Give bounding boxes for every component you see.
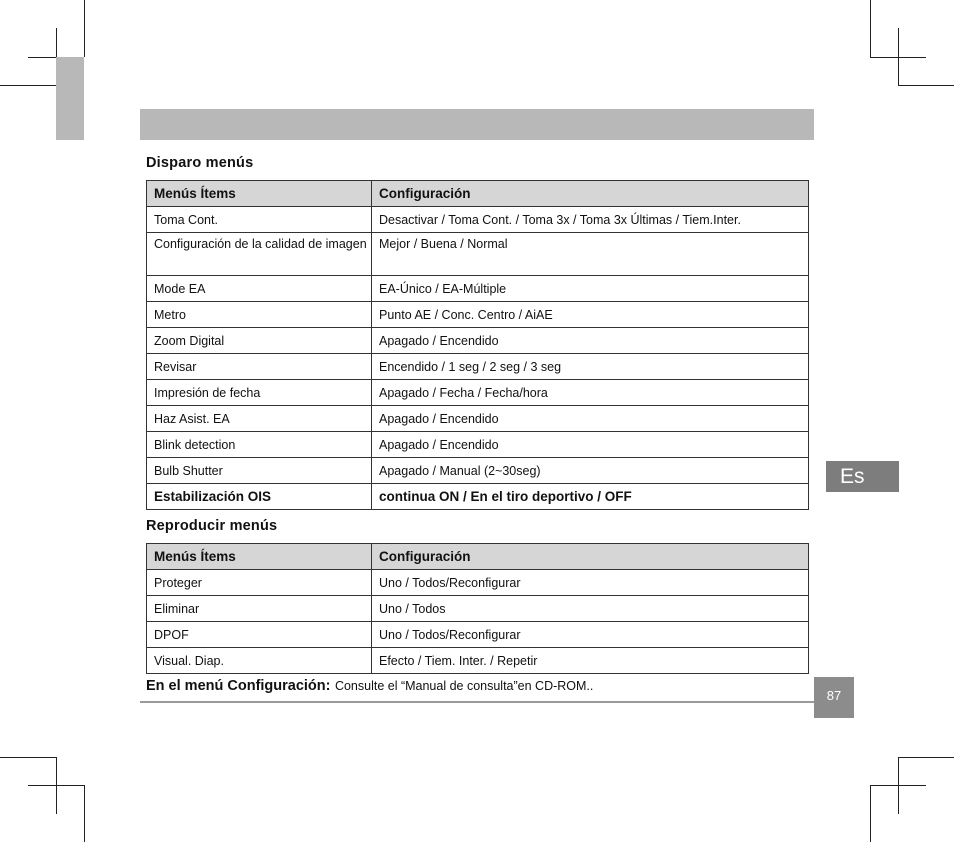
menu-item: Impresión de fecha — [147, 380, 372, 406]
menu-item: Bulb Shutter — [147, 458, 372, 484]
settings-note — [146, 677, 593, 695]
column-header-items: Menús Ítems — [147, 181, 372, 207]
menu-item: Metro — [147, 302, 372, 328]
menu-options: Apagado / Encendido — [372, 406, 809, 432]
table-header-row — [147, 544, 809, 570]
table-row — [147, 380, 809, 406]
menu-options: Punto AE / Conc. Centro / AiAE — [372, 302, 809, 328]
menu-options: EA-Único / EA-Múltiple — [372, 276, 809, 302]
menu-options: Apagado / Encendido — [372, 432, 809, 458]
menu-options: Mejor / Buena / Normal — [372, 233, 809, 276]
menu-options: Apagado / Encendido — [372, 328, 809, 354]
menu-item: Haz Asist. EA — [147, 406, 372, 432]
table-row — [147, 432, 809, 458]
menu-item: Mode EA — [147, 276, 372, 302]
menu-options: Uno / Todos/Reconfigurar — [372, 622, 809, 648]
crop-mark — [28, 785, 84, 786]
table-row — [147, 596, 809, 622]
column-header-settings: Configuración — [372, 544, 809, 570]
crop-mark — [84, 0, 85, 57]
crop-mark — [0, 757, 56, 758]
language-tab: Es — [826, 461, 899, 492]
menu-options: Efecto / Tiem. Inter. / Repetir — [372, 648, 809, 674]
menu-item: Eliminar — [147, 596, 372, 622]
menu-item: Visual. Diap. — [147, 648, 372, 674]
settings-text: Consulte el “Manual de consulta”en CD-ROM.. — [334, 679, 594, 693]
table-row — [147, 622, 809, 648]
table-row — [147, 276, 809, 302]
table-row — [147, 484, 809, 510]
shooting-menu-table — [146, 180, 809, 510]
menu-item: Configuración de la calidad de imagen — [147, 233, 372, 276]
crop-mark — [870, 57, 926, 58]
menu-item: DPOF — [147, 622, 372, 648]
crop-mark — [870, 785, 871, 842]
column-header-items: Menús Ítems — [147, 544, 372, 570]
crop-mark — [84, 785, 85, 842]
page-number: 87 — [814, 677, 854, 718]
table-row — [147, 570, 809, 596]
menu-options: continua ON / En el tiro deportivo / OFF — [372, 484, 809, 510]
menu-options: Apagado / Fecha / Fecha/hora — [372, 380, 809, 406]
crop-mark — [870, 0, 871, 57]
playback-menu-table — [146, 543, 809, 674]
menu-options: Apagado / Manual (2~30seg) — [372, 458, 809, 484]
settings-label: En el menú Configuración: — [146, 678, 331, 694]
table-row — [147, 233, 809, 276]
crop-mark — [898, 757, 954, 758]
menu-options: Desactivar / Toma Cont. / Toma 3x / Toma 3x Últimas / Tiem.Inter. — [372, 207, 809, 233]
playback-menu-title: Reproducir menús — [146, 518, 278, 534]
menu-item: Blink detection — [147, 432, 372, 458]
table-row — [147, 328, 809, 354]
menu-item: Estabilización OIS — [147, 484, 372, 510]
menu-options: Uno / Todos/Reconfigurar — [372, 570, 809, 596]
menu-item: Revisar — [147, 354, 372, 380]
table-row — [147, 207, 809, 233]
table-row — [147, 648, 809, 674]
menu-item: Zoom Digital — [147, 328, 372, 354]
header-bar — [140, 109, 814, 140]
table-row — [147, 354, 809, 380]
table-row — [147, 302, 809, 328]
column-header-settings: Configuración — [372, 181, 809, 207]
crop-mark — [0, 85, 56, 86]
margin-tab — [56, 57, 84, 140]
table-row — [147, 458, 809, 484]
menu-options: Uno / Todos — [372, 596, 809, 622]
table-row — [147, 406, 809, 432]
menu-item: Toma Cont. — [147, 207, 372, 233]
table-header-row — [147, 181, 809, 207]
crop-mark — [898, 85, 954, 86]
menu-item: Proteger — [147, 570, 372, 596]
menu-options: Encendido / 1 seg / 2 seg / 3 seg — [372, 354, 809, 380]
crop-mark — [870, 785, 926, 786]
footer-divider — [140, 701, 814, 703]
shooting-menu-title: Disparo menús — [146, 155, 254, 171]
